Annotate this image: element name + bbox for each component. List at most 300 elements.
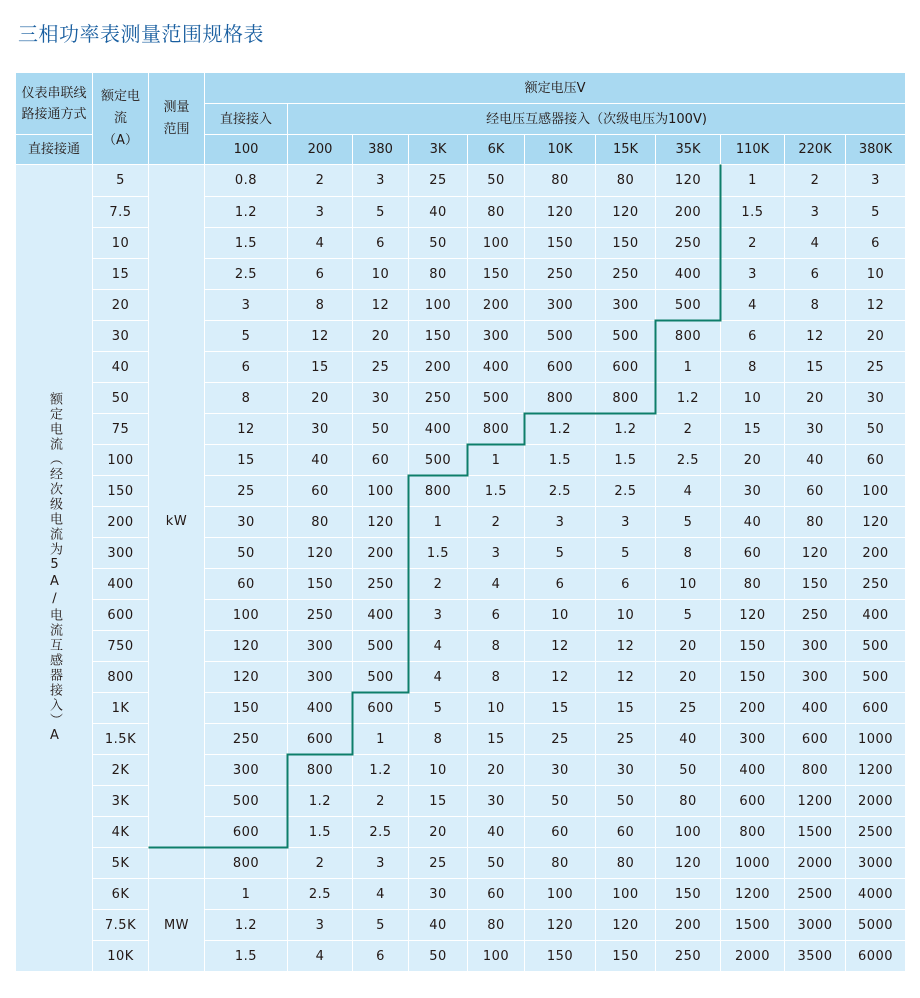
- value-cell: 1200: [721, 879, 785, 910]
- value-cell: 2.5: [525, 476, 596, 507]
- voltage-header-220k: 220K: [785, 135, 846, 165]
- value-cell: 50: [468, 165, 525, 197]
- value-cell: 250: [596, 259, 656, 290]
- value-cell: 250: [656, 228, 721, 259]
- value-cell: 600: [288, 724, 353, 755]
- value-cell: 80: [721, 569, 785, 600]
- value-cell: 150: [596, 228, 656, 259]
- value-cell: 600: [846, 693, 906, 724]
- value-cell: 50: [409, 941, 468, 972]
- value-cell: 3: [288, 910, 353, 941]
- value-cell: 1.2: [288, 786, 353, 817]
- value-cell: 12: [525, 631, 596, 662]
- value-cell: 2: [288, 165, 353, 197]
- value-cell: 2000: [721, 941, 785, 972]
- value-cell: 3000: [785, 910, 846, 941]
- value-cell: 4000: [846, 879, 906, 910]
- value-cell: 40: [656, 724, 721, 755]
- value-cell: 1: [721, 165, 785, 197]
- value-cell: 5000: [846, 910, 906, 941]
- value-cell: 150: [205, 693, 288, 724]
- value-cell: 150: [525, 941, 596, 972]
- value-cell: 3: [596, 507, 656, 538]
- value-cell: 12: [846, 290, 906, 321]
- value-cell: 800: [525, 383, 596, 414]
- value-cell: 500: [205, 786, 288, 817]
- current-cell: 75: [93, 414, 149, 445]
- current-cell: 5: [93, 165, 149, 197]
- value-cell: 100: [468, 941, 525, 972]
- table-row: [16, 879, 906, 910]
- value-cell: 25: [409, 848, 468, 879]
- value-cell: 120: [785, 538, 846, 569]
- value-cell: 1.5: [525, 445, 596, 476]
- value-cell: 25: [353, 352, 409, 383]
- value-cell: 30: [721, 476, 785, 507]
- value-cell: 20: [846, 321, 906, 352]
- value-cell: 20: [288, 383, 353, 414]
- current-cell: 7.5K: [93, 910, 149, 941]
- value-cell: 8: [721, 352, 785, 383]
- value-cell: 2.5: [596, 476, 656, 507]
- value-cell: 25: [596, 724, 656, 755]
- current-cell: 600: [93, 600, 149, 631]
- value-cell: 2000: [846, 786, 906, 817]
- value-cell: 40: [288, 445, 353, 476]
- value-cell: 300: [205, 755, 288, 786]
- value-cell: 150: [409, 321, 468, 352]
- value-cell: 50: [409, 228, 468, 259]
- value-cell: 3: [409, 600, 468, 631]
- value-cell: 800: [409, 476, 468, 507]
- value-cell: 15: [288, 352, 353, 383]
- value-cell: 600: [785, 724, 846, 755]
- value-cell: 120: [721, 600, 785, 631]
- value-cell: 100: [205, 600, 288, 631]
- value-cell: 5: [409, 693, 468, 724]
- rated-voltage-header: 额定电压V: [205, 73, 906, 104]
- value-cell: 500: [846, 662, 906, 693]
- current-cell: 400: [93, 569, 149, 600]
- value-cell: 500: [656, 290, 721, 321]
- value-cell: 100: [409, 290, 468, 321]
- voltage-header-380k: 380K: [846, 135, 906, 165]
- table-body: [16, 165, 906, 972]
- row-group-label: 额定电流（经次级电流为5A∕电流互感器接入）A: [16, 165, 93, 972]
- value-cell: 200: [656, 910, 721, 941]
- value-cell: 1.2: [353, 755, 409, 786]
- value-cell: 8: [288, 290, 353, 321]
- value-cell: 30: [785, 414, 846, 445]
- current-cell: 2K: [93, 755, 149, 786]
- value-cell: 30: [525, 755, 596, 786]
- value-cell: 20: [409, 817, 468, 848]
- value-cell: 3: [721, 259, 785, 290]
- value-cell: 50: [846, 414, 906, 445]
- value-cell: 4: [409, 662, 468, 693]
- value-cell: 6: [353, 228, 409, 259]
- value-cell: 1: [353, 724, 409, 755]
- value-cell: 1000: [846, 724, 906, 755]
- value-cell: 50: [656, 755, 721, 786]
- value-cell: 10: [596, 600, 656, 631]
- value-cell: 800: [721, 817, 785, 848]
- value-cell: 15: [525, 693, 596, 724]
- value-cell: 600: [721, 786, 785, 817]
- voltage-header-200: 200: [288, 135, 353, 165]
- value-cell: 150: [656, 879, 721, 910]
- value-cell: 400: [288, 693, 353, 724]
- value-cell: 2: [721, 228, 785, 259]
- current-cell: 1.5K: [93, 724, 149, 755]
- value-cell: 3: [353, 165, 409, 197]
- value-cell: 120: [656, 848, 721, 879]
- value-cell: 600: [353, 693, 409, 724]
- value-cell: 150: [525, 228, 596, 259]
- value-cell: 1.2: [205, 910, 288, 941]
- value-cell: 25: [409, 165, 468, 197]
- spec-table-wrapper: [15, 72, 905, 972]
- value-cell: 2000: [785, 848, 846, 879]
- value-cell: 250: [205, 724, 288, 755]
- value-cell: 120: [656, 165, 721, 197]
- value-cell: 30: [846, 383, 906, 414]
- value-cell: 2500: [846, 817, 906, 848]
- value-cell: 300: [596, 290, 656, 321]
- value-cell: 80: [409, 259, 468, 290]
- value-cell: 0.8: [205, 165, 288, 197]
- value-cell: 120: [525, 910, 596, 941]
- value-cell: 15: [205, 445, 288, 476]
- value-cell: 300: [785, 631, 846, 662]
- value-cell: 10: [721, 383, 785, 414]
- value-cell: 10: [656, 569, 721, 600]
- value-cell: 10: [846, 259, 906, 290]
- voltage-header-6k: 6K: [468, 135, 525, 165]
- value-cell: 40: [785, 445, 846, 476]
- value-cell: 60: [785, 476, 846, 507]
- value-cell: 500: [409, 445, 468, 476]
- value-cell: 80: [596, 848, 656, 879]
- value-cell: 12: [205, 414, 288, 445]
- value-cell: 10: [353, 259, 409, 290]
- value-cell: 250: [353, 569, 409, 600]
- value-cell: 5: [205, 321, 288, 352]
- value-cell: 2: [288, 848, 353, 879]
- value-cell: 60: [596, 817, 656, 848]
- current-cell: 800: [93, 662, 149, 693]
- value-cell: 500: [353, 662, 409, 693]
- value-cell: 6: [468, 600, 525, 631]
- unit-mw: MW: [149, 879, 205, 972]
- value-cell: 12: [525, 662, 596, 693]
- current-cell: 50: [93, 383, 149, 414]
- value-cell: 1.2: [525, 414, 596, 445]
- value-cell: 150: [288, 569, 353, 600]
- value-cell: 5: [353, 197, 409, 228]
- value-cell: 60: [288, 476, 353, 507]
- voltage-header-3k: 3K: [409, 135, 468, 165]
- value-cell: 80: [468, 910, 525, 941]
- value-cell: 5: [846, 197, 906, 228]
- value-cell: 100: [846, 476, 906, 507]
- value-cell: 800: [596, 383, 656, 414]
- value-cell: 5: [656, 600, 721, 631]
- table-header: [16, 73, 906, 165]
- value-cell: 6: [596, 569, 656, 600]
- value-cell: 5: [656, 507, 721, 538]
- current-cell: 6K: [93, 879, 149, 910]
- voltage-header-380: 380: [353, 135, 409, 165]
- current-cell: 200: [93, 507, 149, 538]
- voltage-header-35k: 35K: [656, 135, 721, 165]
- value-cell: 800: [468, 414, 525, 445]
- value-cell: 2: [353, 786, 409, 817]
- value-cell: 1500: [785, 817, 846, 848]
- value-cell: 3: [525, 507, 596, 538]
- value-cell: 100: [468, 228, 525, 259]
- value-cell: 150: [721, 662, 785, 693]
- value-cell: 40: [468, 817, 525, 848]
- value-cell: 300: [468, 321, 525, 352]
- value-cell: 6: [721, 321, 785, 352]
- value-cell: 1.5: [468, 476, 525, 507]
- value-cell: 300: [288, 631, 353, 662]
- value-cell: 60: [721, 538, 785, 569]
- value-cell: 80: [288, 507, 353, 538]
- value-cell: 20: [656, 662, 721, 693]
- value-cell: 4: [409, 631, 468, 662]
- value-cell: 50: [596, 786, 656, 817]
- value-cell: 8: [409, 724, 468, 755]
- value-cell: 120: [596, 197, 656, 228]
- value-cell: 30: [353, 383, 409, 414]
- value-cell: 1200: [846, 755, 906, 786]
- value-cell: 120: [205, 631, 288, 662]
- value-cell: 600: [525, 352, 596, 383]
- value-cell: 12: [596, 662, 656, 693]
- value-cell: 6: [288, 259, 353, 290]
- current-cell: 15: [93, 259, 149, 290]
- value-cell: 1.2: [656, 383, 721, 414]
- value-cell: 50: [205, 538, 288, 569]
- value-cell: 8: [468, 631, 525, 662]
- value-cell: 3: [468, 538, 525, 569]
- value-cell: 4: [353, 879, 409, 910]
- value-cell: 1.5: [205, 228, 288, 259]
- value-cell: 150: [721, 631, 785, 662]
- value-cell: 10: [525, 600, 596, 631]
- value-cell: 400: [468, 352, 525, 383]
- value-cell: 150: [468, 259, 525, 290]
- value-cell: 150: [785, 569, 846, 600]
- value-cell: 30: [409, 879, 468, 910]
- value-cell: 100: [353, 476, 409, 507]
- value-cell: 1.5: [409, 538, 468, 569]
- value-cell: 20: [353, 321, 409, 352]
- value-cell: 20: [721, 445, 785, 476]
- value-cell: 250: [846, 569, 906, 600]
- value-cell: 25: [846, 352, 906, 383]
- value-cell: 3: [846, 165, 906, 197]
- value-cell: 8: [656, 538, 721, 569]
- value-cell: 1.5: [205, 941, 288, 972]
- voltage-header-15k: 15K: [596, 135, 656, 165]
- value-cell: 1: [205, 879, 288, 910]
- value-cell: 80: [525, 848, 596, 879]
- value-cell: 800: [656, 321, 721, 352]
- value-cell: 2.5: [656, 445, 721, 476]
- direct-connect-header: 直接接入: [205, 104, 288, 135]
- value-cell: 60: [846, 445, 906, 476]
- value-cell: 15: [468, 724, 525, 755]
- value-cell: 15: [596, 693, 656, 724]
- value-cell: 300: [525, 290, 596, 321]
- current-cell: 40: [93, 352, 149, 383]
- value-cell: 6: [205, 352, 288, 383]
- value-cell: 2500: [785, 879, 846, 910]
- value-cell: 1.5: [721, 197, 785, 228]
- value-cell: 200: [468, 290, 525, 321]
- value-cell: 60: [525, 817, 596, 848]
- value-cell: 5: [525, 538, 596, 569]
- connection-mode-header: 仪表串联线路接通方式: [16, 73, 93, 135]
- value-cell: 400: [721, 755, 785, 786]
- value-cell: 1: [468, 445, 525, 476]
- value-cell: 120: [288, 538, 353, 569]
- value-cell: 50: [353, 414, 409, 445]
- value-cell: 80: [468, 197, 525, 228]
- value-cell: 1: [656, 352, 721, 383]
- value-cell: 500: [846, 631, 906, 662]
- value-cell: 2.5: [353, 817, 409, 848]
- value-cell: 400: [846, 600, 906, 631]
- value-cell: 40: [721, 507, 785, 538]
- value-cell: 250: [525, 259, 596, 290]
- value-cell: 100: [656, 817, 721, 848]
- value-cell: 3: [288, 197, 353, 228]
- value-cell: 1.5: [596, 445, 656, 476]
- value-cell: 30: [288, 414, 353, 445]
- value-cell: 60: [353, 445, 409, 476]
- value-cell: 200: [409, 352, 468, 383]
- value-cell: 800: [785, 755, 846, 786]
- value-cell: 200: [353, 538, 409, 569]
- pt-connect-header: 经电压互感器接入（次级电压为100V): [288, 104, 906, 135]
- value-cell: 6: [525, 569, 596, 600]
- value-cell: 250: [785, 600, 846, 631]
- value-cell: 2.5: [205, 259, 288, 290]
- value-cell: 50: [468, 848, 525, 879]
- value-cell: 4: [288, 228, 353, 259]
- value-cell: 8: [205, 383, 288, 414]
- page-title: 三相功率表测量范围规格表: [18, 22, 264, 46]
- value-cell: 4: [288, 941, 353, 972]
- value-cell: 120: [205, 662, 288, 693]
- value-cell: 80: [656, 786, 721, 817]
- value-cell: 800: [205, 848, 288, 879]
- value-cell: 3: [353, 848, 409, 879]
- value-cell: 12: [596, 631, 656, 662]
- value-cell: 3500: [785, 941, 846, 972]
- value-cell: 20: [656, 631, 721, 662]
- value-cell: 50: [525, 786, 596, 817]
- value-cell: 2: [656, 414, 721, 445]
- value-cell: 1500: [721, 910, 785, 941]
- value-cell: 15: [785, 352, 846, 383]
- value-cell: 800: [288, 755, 353, 786]
- value-cell: 400: [353, 600, 409, 631]
- value-cell: 10: [468, 693, 525, 724]
- value-cell: 600: [596, 352, 656, 383]
- value-cell: 15: [409, 786, 468, 817]
- value-cell: 60: [205, 569, 288, 600]
- value-cell: 1.2: [596, 414, 656, 445]
- value-cell: 300: [785, 662, 846, 693]
- value-cell: 6: [785, 259, 846, 290]
- current-cell: 10K: [93, 941, 149, 972]
- value-cell: 400: [785, 693, 846, 724]
- current-cell: 10: [93, 228, 149, 259]
- table-row: [16, 165, 906, 197]
- value-cell: 25: [205, 476, 288, 507]
- value-cell: 3000: [846, 848, 906, 879]
- value-cell: 300: [721, 724, 785, 755]
- value-cell: 500: [353, 631, 409, 662]
- value-cell: 3: [205, 290, 288, 321]
- value-cell: 2: [409, 569, 468, 600]
- value-cell: 30: [468, 786, 525, 817]
- value-cell: 25: [656, 693, 721, 724]
- value-cell: 25: [525, 724, 596, 755]
- value-cell: 10: [409, 755, 468, 786]
- value-cell: 40: [409, 197, 468, 228]
- value-cell: 300: [288, 662, 353, 693]
- value-cell: 12: [353, 290, 409, 321]
- value-cell: 600: [205, 817, 288, 848]
- value-cell: 150: [596, 941, 656, 972]
- value-cell: 250: [656, 941, 721, 972]
- current-cell: 3K: [93, 786, 149, 817]
- current-cell: 4K: [93, 817, 149, 848]
- voltage-header-10k: 10K: [525, 135, 596, 165]
- value-cell: 5: [353, 910, 409, 941]
- current-cell: 150: [93, 476, 149, 507]
- spec-table: [15, 72, 906, 972]
- value-cell: 5: [596, 538, 656, 569]
- value-cell: 250: [409, 383, 468, 414]
- rated-current-header: 额定电流（A）: [93, 73, 149, 165]
- value-cell: 120: [846, 507, 906, 538]
- value-cell: 1000: [721, 848, 785, 879]
- value-cell: 30: [205, 507, 288, 538]
- value-cell: 2: [785, 165, 846, 197]
- value-cell: 400: [656, 259, 721, 290]
- value-cell: 4: [468, 569, 525, 600]
- current-cell: 300: [93, 538, 149, 569]
- value-cell: 40: [409, 910, 468, 941]
- current-cell: 5K: [93, 848, 149, 879]
- value-cell: 1: [409, 507, 468, 538]
- value-cell: 12: [785, 321, 846, 352]
- voltage-header-110k: 110K: [721, 135, 785, 165]
- value-cell: 4: [785, 228, 846, 259]
- value-cell: 6: [846, 228, 906, 259]
- current-cell: 750: [93, 631, 149, 662]
- value-cell: 6: [353, 941, 409, 972]
- value-cell: 500: [596, 321, 656, 352]
- value-cell: 2.5: [288, 879, 353, 910]
